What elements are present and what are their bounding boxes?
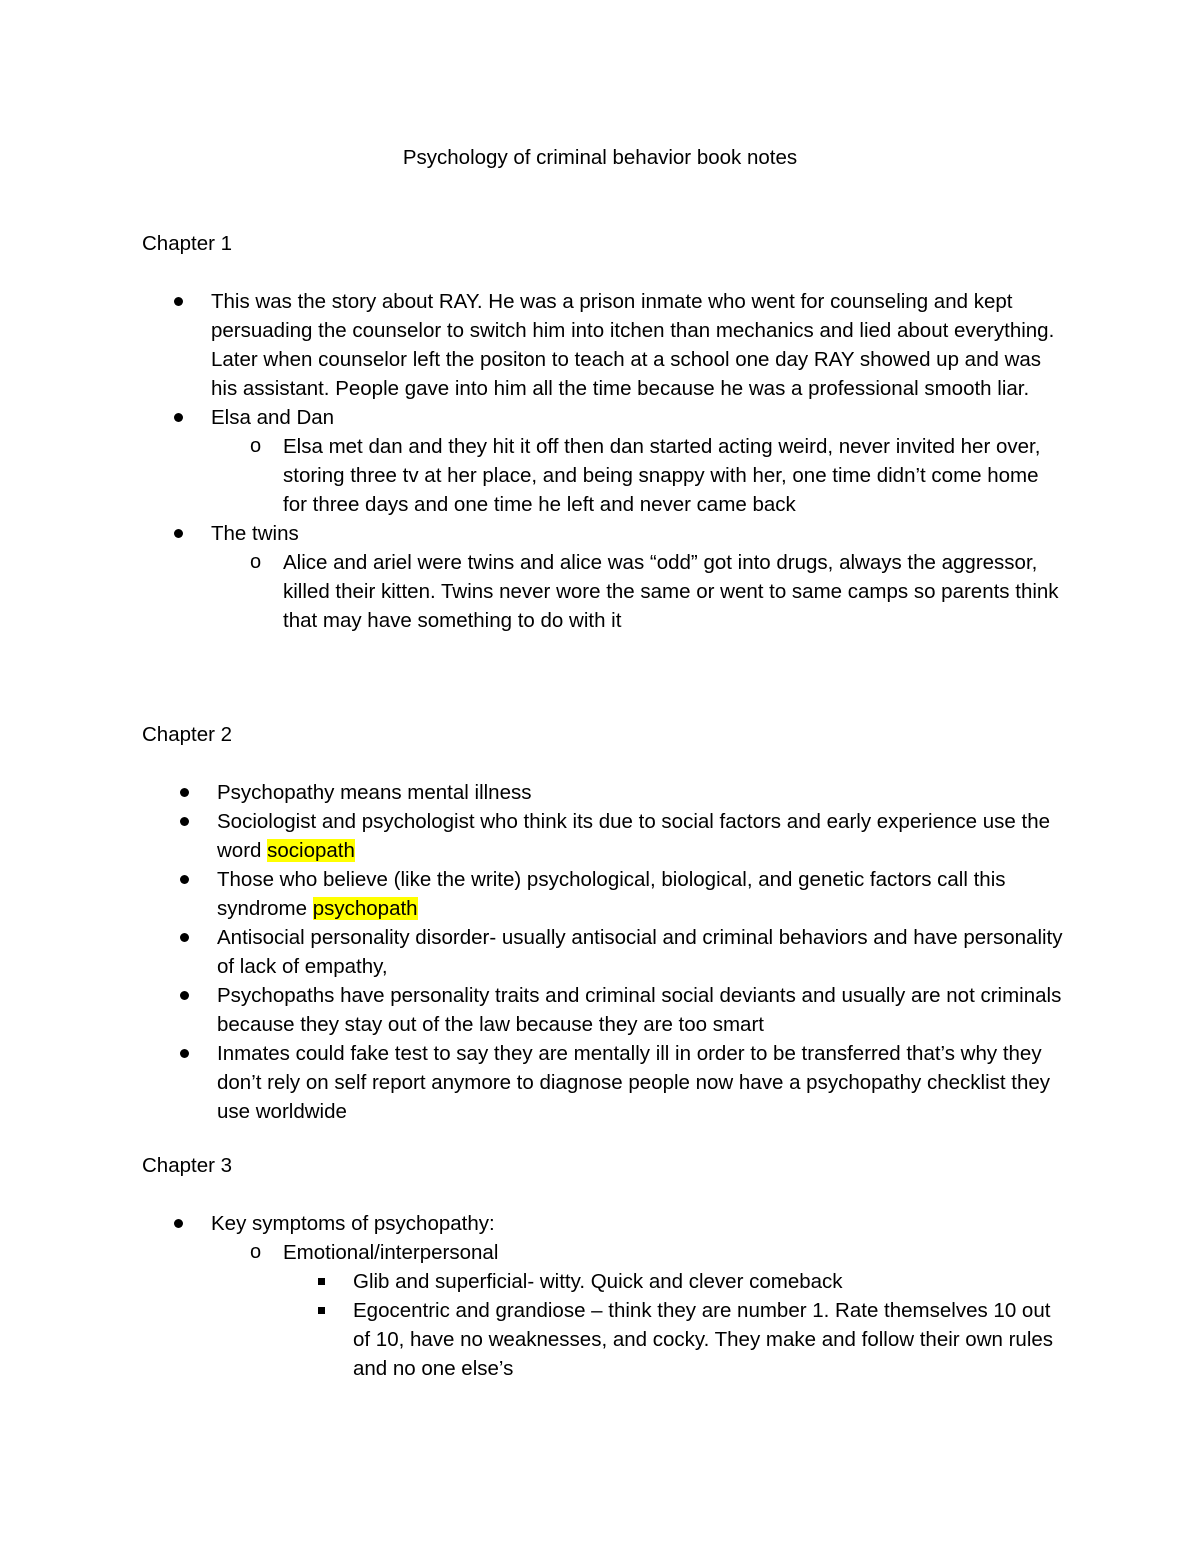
sub-list-item <box>0 548 1200 635</box>
sub-list-item <box>0 432 1200 519</box>
list-item <box>0 923 1200 981</box>
document-title: Psychology of criminal behavior book notes <box>402 146 798 169</box>
sub-list-item-text: Emotional/interpersonal <box>283 1241 499 1264</box>
list-item-text: Psychopathy means mental illness <box>217 781 532 804</box>
bullet-icon <box>180 875 189 884</box>
list-item-text: Inmates could fake test to say they are mentally ill in order to be transferred that’s why they don’t rely on self report anymore to diagnose people now have a psychopathy checklist they use worldwide <box>217 1042 1051 1123</box>
bullet-icon <box>174 1219 183 1228</box>
chapter-3-heading: Chapter 3 <box>142 1154 233 1177</box>
circle-bullet-icon: o <box>250 1241 262 1263</box>
chapter-3-list <box>0 1209 1200 1383</box>
chapter-1-heading: Chapter 1 <box>142 232 233 255</box>
circle-bullet-icon: o <box>250 551 262 573</box>
bullet-icon <box>180 1049 189 1058</box>
bullet-icon <box>174 297 183 306</box>
highlighted-term: sociopath <box>267 839 355 862</box>
chapter-2-list <box>0 778 1200 1126</box>
list-item-text <box>217 807 1067 865</box>
sub-list-item-text: Alice and ariel were twins and alice was “odd” got into drugs, always the aggressor, killed their kitten. Twins never wore the same or went to same camps so parents think that may have something to do with it <box>283 551 1059 632</box>
sub-sub-list-item-text: Glib and superficial- witty. Quick and clever comeback <box>353 1270 843 1293</box>
list-item-text: Antisocial personality disorder- usually antisocial and criminal behaviors and have personality of lack of empathy, <box>217 926 1063 978</box>
list-item <box>0 287 1200 403</box>
list-item-text <box>217 865 1067 923</box>
sub-list-item-text: Elsa met dan and they hit it off then dan started acting weird, never invited her over, storing three tv at her place, and being snappy with her, one time didn’t come home for three days and one time he left and never came back <box>283 435 1041 516</box>
list-item-text: Key symptoms of psychopathy: <box>211 1212 495 1235</box>
circle-bullet-icon: o <box>250 435 262 457</box>
list-item <box>0 1039 1200 1126</box>
square-bullet-icon <box>318 1278 325 1285</box>
bullet-icon <box>174 529 183 538</box>
bullet-icon <box>180 817 189 826</box>
bullet-icon <box>174 413 183 422</box>
chapter-1-list <box>0 287 1200 635</box>
highlighted-term: psychopath <box>312 897 418 920</box>
list-item <box>0 403 1200 432</box>
list-item-body: Sociologist and psychologist who think its due to social factors and early experience use the word <box>217 810 1051 862</box>
list-item <box>0 807 1200 865</box>
list-item <box>0 519 1200 548</box>
sub-list-item <box>0 1238 1200 1267</box>
list-item <box>0 865 1200 923</box>
sub-sub-list-item-text: Egocentric and grandiose – think they are number 1. Rate themselves 10 out of 10, have no weaknesses, and cocky. They make and follow their own rules and no one else’s <box>353 1299 1054 1380</box>
list-item-text: Elsa and Dan <box>211 406 335 429</box>
list-item-text: The twins <box>211 522 299 545</box>
list-item-text: This was the story about RAY. He was a prison inmate who went for counseling and kept persuading the counselor to switch him into itchen than mechanics and lied about everything. Later when counselor left the positon to teach at a school one day RAY showed up and was his assistant. People gave into him all the time because he was a professional smooth liar. <box>211 290 1055 400</box>
list-item-text: Psychopaths have personality traits and criminal social deviants and usually are not criminals because they stay out of the law because they are too smart <box>217 984 1062 1036</box>
list-item <box>0 1209 1200 1238</box>
list-item <box>0 778 1200 807</box>
bullet-icon <box>180 991 189 1000</box>
bullet-icon <box>180 788 189 797</box>
chapter-2-heading: Chapter 2 <box>142 723 233 746</box>
bullet-icon <box>180 933 189 942</box>
list-item-body: Those who believe (like the write) psychological, biological, and genetic factors call this syndrome <box>217 868 1006 920</box>
sub-sub-list-item <box>0 1267 1200 1296</box>
list-item <box>0 981 1200 1039</box>
square-bullet-icon <box>318 1307 325 1314</box>
sub-sub-list-item <box>0 1296 1200 1383</box>
